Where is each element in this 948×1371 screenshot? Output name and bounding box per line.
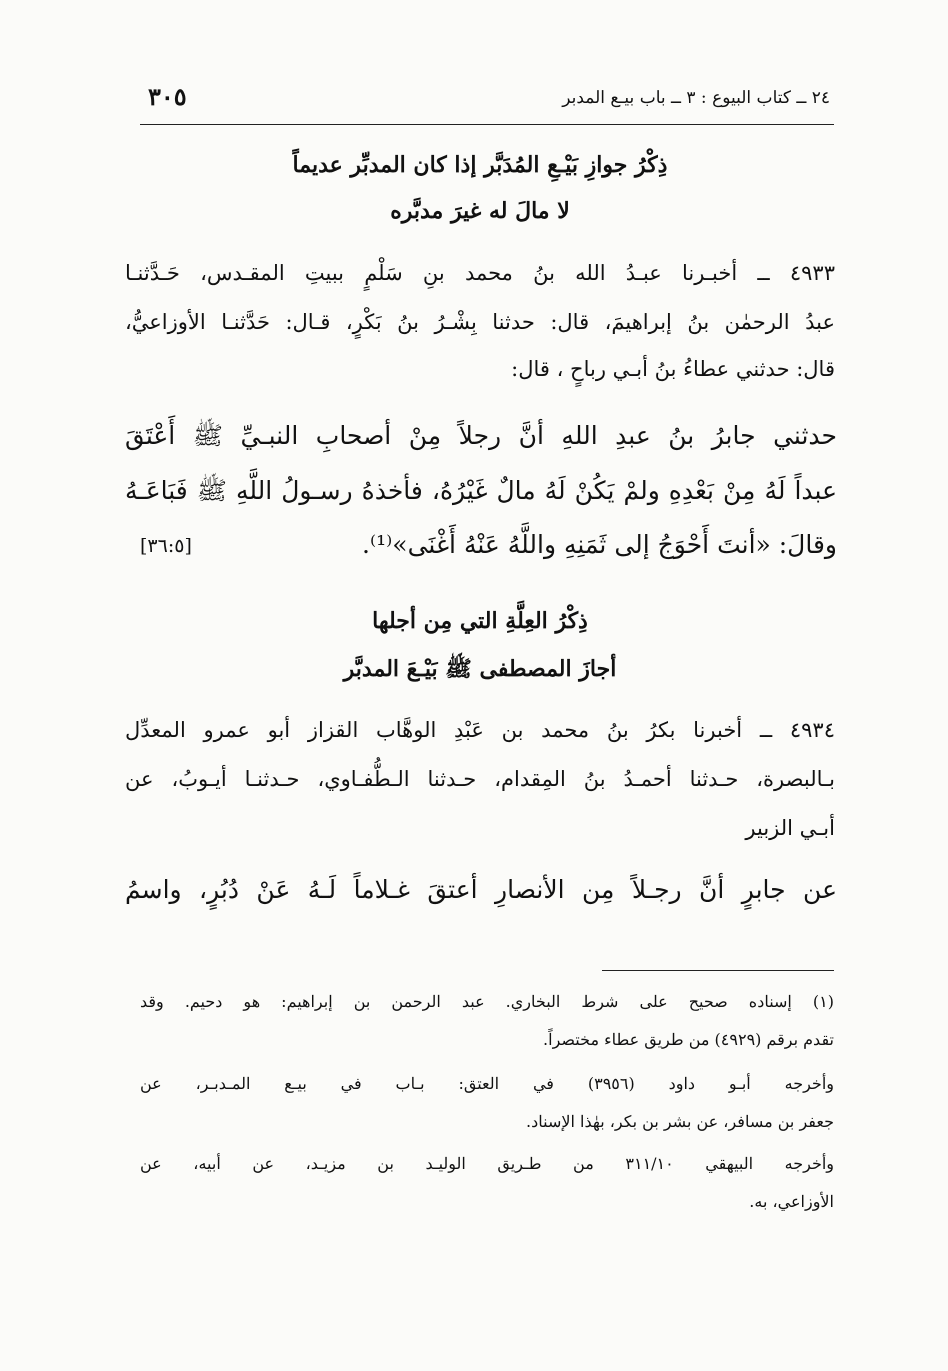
isnad-line: عبدُ الرحمٰن بنُ إبراهيمَ، قال: حدثنا بِشْـرُ بنُ بَكْرٍ، قـال: حَدَّثنـا الأوزاعيُّ،	[125, 310, 835, 334]
section-subheading: لا مالَ له غيرَ مدبَّره	[390, 198, 570, 224]
hadith-text-line: وقالَ: «أنتَ أَحْوَجُ إلى ثَمَنِهِ واللَّهُ عَنْهُ أَغْنَى»⁽¹⁾.	[362, 530, 837, 559]
footnote-line: جعفر بن مسافر، عن بشر بن بكر، بهٰذا الإسناد.	[526, 1112, 834, 1131]
isnad-line: ٤٩٣٤ ــ أخبرنا بكرُ بنُ محمد بن عَبْدِ الوهَّاب القزاز أبو عمرو المعدِّل	[125, 718, 835, 742]
footnote-rule	[602, 970, 834, 971]
page-number: ٣٠٥	[148, 82, 187, 111]
isnad-line: أبـي الزبير	[745, 816, 835, 840]
footnote-line: وأخرجه أبـو داود (٣٩٥٦) في العتق: بـاب في بيـع المـدبـر، عن	[140, 1074, 834, 1093]
running-head: ٢٤ ــ كتاب البيوع : ٣ ــ باب بيـع المدبر	[562, 88, 830, 108]
footnote-line: (١) إسناده صحيح على شرط البخاري. عبد الرحمن بن إبراهيم: هو دحيم. وقد	[140, 992, 834, 1011]
isnad-line: قال: حدثني عطاءُ بنُ أبـي رباحٍ ، قال:	[511, 357, 835, 381]
hadith-text-line: حدثني جابرُ بنُ عبدِ اللهِ أنَّ رجلاً مِنْ أصحابِ النبـيِّ ﷺ أَعْتَقَ	[125, 421, 837, 450]
isnad-line: ٤٩٣٣ ــ أخبـرنا عبـدُ الله بنُ محمد بنِ سَلْمٍ ببيتِ المقـدس، حَـدَّثنـا	[125, 261, 835, 285]
page-header	[130, 82, 830, 116]
footnote-line: وأخرجه البيهقي ٣١١/١٠ من طـريق الوليـد بن مزيـد، عن أبيه، عن	[140, 1154, 835, 1173]
section-subheading: أجازَ المصطفى ﷺ بَيْـعَ المدبَّر	[343, 656, 617, 682]
hadith-text-line: عبداً لَهُ مِنْ بَعْدِهِ ولمْ يَكُنْ لَهُ مالٌ غَيْرُهُ، فأخذهُ رسـولُ اللَّهِ ﷺ فَبَاعَـهُ	[125, 476, 837, 505]
hadith-text-line: عن جابرٍ أنَّ رجـلاً مِن الأنصارِ أعتقَ غـلاماً لَـهُ عَنْ دُبُرٍ، واسمُ	[125, 875, 837, 904]
isnad-line: بـالبصرة، حـدثنا أحمـدُ بنُ المِقدام، حـدثنا الـطُّفـاوي، حـدثنـا أيـوبُ، عن	[125, 767, 835, 791]
reference-number: [٣٦:٥]	[140, 535, 192, 557]
header-rule	[140, 124, 834, 125]
footnote-line: الأوزاعي، به.	[749, 1192, 834, 1211]
section-heading: ذِكْرُ العِلَّةِ التي مِن أجلها	[372, 608, 588, 634]
section-heading: ذِكْرُ جوازِ بَيْـعِ المُدَبَّر إذا كان المدبِّر عديماً	[292, 152, 668, 178]
footnote-line: تقدم برقم (٤٩٢٩) من طريق عطاء مختصراً.	[543, 1030, 834, 1049]
